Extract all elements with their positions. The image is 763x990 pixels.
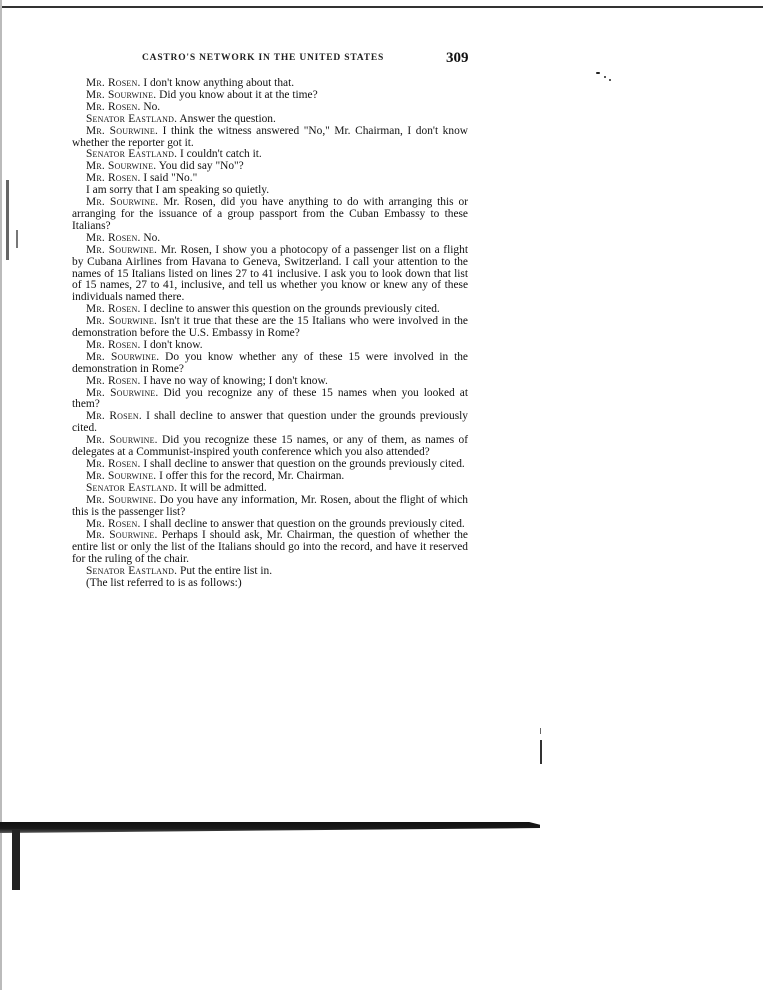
scan-speck (596, 72, 600, 74)
scan-left-edge (0, 0, 2, 990)
speech-text: Did you know about it at the time? (156, 88, 318, 101)
transcript-paragraph (72, 316, 468, 340)
transcript-paragraph (72, 578, 468, 590)
speaker-name: Mr. Rosen. (86, 100, 141, 113)
scan-mark (540, 740, 542, 764)
speech-text: Put the entire list in. (177, 565, 273, 578)
transcript-paragraph (72, 495, 468, 519)
transcript-paragraph (72, 126, 468, 150)
speech-text: I don't know. (140, 338, 203, 351)
speech-text: Mr. Rosen, I show you a photocopy of a passenger list on a flight by Cubana Airlines from Havana to Geneva, Switzerland. I call your attention to the names of 15 Italians listed on lines 27 to 41 inclusive. I ask you to look down that list of 15 names, 27 to 41, inclusive, and tell us whether you know or knew any of these individuals named there. (72, 243, 468, 304)
speech-text: I think the witness answered "No," Mr. Chairman, I don't know whether the reporter got it. (72, 124, 468, 149)
speaker-name: Mr. Sourwine. (86, 88, 157, 101)
speech-text: Answer the question. (177, 112, 276, 125)
speaker-name: Mr. Rosen. (86, 410, 142, 423)
transcript-paragraph (72, 388, 468, 412)
transcript-paragraph (72, 530, 468, 566)
speaker-name: Mr. Rosen. (86, 77, 141, 89)
scan-speck (604, 76, 606, 78)
speech-text: Mr. Rosen, did you have anything to do with arranging this or arranging for the issuance of a group passport from the Cuban Embassy to these Italians? (72, 196, 468, 232)
speech-text: Did you recognize any of these 15 names when you looked at them? (72, 386, 468, 411)
scan-mark (540, 728, 541, 734)
speech-text: I offer this for the record, Mr. Chairman. (156, 469, 345, 482)
speech-text: I shall decline to answer that question under the grounds previously cited. (72, 410, 468, 435)
speech-text: I couldn't catch it. (177, 148, 262, 161)
speaker-name: Senator Eastland. (86, 565, 178, 578)
speech-text: I said "No." (140, 172, 198, 185)
speaker-name: Mr. Rosen. (86, 172, 141, 185)
speaker-name: Mr. Rosen. (86, 303, 141, 316)
speech-text: Do you have any information, Mr. Rosen, about the flight of which this is the passenger list? (72, 493, 468, 518)
transcript-paragraph (72, 411, 468, 435)
page-number: 309 (446, 50, 469, 66)
transcript-paragraph (72, 352, 468, 376)
speaker-name: Mr. Sourwine. (86, 124, 158, 137)
speaker-name: Mr. Rosen. (86, 231, 141, 244)
speaker-name: Senator Eastland. (86, 148, 178, 161)
speech-text: I shall decline to answer that question on the grounds previously cited. (140, 517, 465, 530)
transcript-paragraph (72, 245, 468, 305)
speaker-name: Mr. Sourwine. (86, 196, 159, 209)
speech-text: You did say "No"? (156, 160, 244, 173)
speech-text: (The list referred to is as follows:) (86, 577, 242, 590)
speech-text: I don't know anything about that. (140, 77, 295, 89)
speaker-name: Senator Eastland. (86, 112, 178, 125)
speech-text: I decline to answer this question on the grounds previously cited. (140, 303, 440, 316)
speech-text: Did you recognize these 15 names, or any of them, as names of delegates at a Communist-inspired youth conference which you also attended? (72, 434, 468, 459)
scan-bottom-rule (0, 822, 540, 833)
speaker-name: Mr. Rosen. (86, 517, 141, 530)
speaker-name: Mr. Sourwine. (86, 434, 158, 447)
scan-speck (609, 79, 611, 81)
speaker-name: Mr. Rosen. (86, 458, 141, 470)
transcript-paragraph (72, 435, 468, 459)
speaker-name: Senator Eastland. (86, 481, 178, 494)
speech-text: I am sorry that I am speaking so quietly. (86, 184, 270, 197)
speaker-name: Mr. Sourwine. (86, 469, 157, 482)
scan-bleed-mark (16, 230, 18, 248)
speech-text: Do you know whether any of these 15 were involved in the demonstration in Rome? (72, 350, 468, 375)
scan-top-edge (0, 6, 763, 8)
speaker-name: Mr. Sourwine. (86, 243, 158, 256)
speaker-name: Mr. Rosen. (86, 374, 141, 387)
speaker-name: Mr. Sourwine. (86, 350, 160, 363)
speech-text: No. (140, 231, 161, 244)
speaker-name: Mr. Sourwine. (86, 493, 157, 506)
transcript-paragraph (72, 197, 468, 233)
speaker-name: Mr. Sourwine. (86, 160, 157, 173)
speech-text: No. (140, 100, 161, 113)
hearing-transcript (72, 78, 468, 590)
running-head: CASTRO'S NETWORK IN THE UNITED STATES (142, 53, 385, 63)
speaker-name: Mr. Sourwine. (86, 315, 158, 328)
speech-text: It will be admitted. (177, 481, 267, 494)
scan-bottom-shadow (12, 830, 20, 890)
scan-bleed-mark (6, 180, 9, 260)
speech-text: Perhaps I should ask, Mr. Chairman, the question of whether the entire list or only the list of the Italians should go into the record, and have it reserved for the ruling of the chair. (72, 529, 468, 566)
speech-text: I have no way of knowing; I don't know. (140, 374, 328, 387)
speaker-name: Mr. Rosen. (86, 338, 141, 351)
speaker-name: Mr. Sourwine. (86, 386, 159, 399)
speech-text: Isn't it true that these are the 15 Italians who were involved in the demonstration before the U.S. Embassy in Rome? (72, 315, 468, 340)
speech-text: I shall decline to answer that question on the grounds previously cited. (140, 458, 465, 470)
speaker-name: Mr. Sourwine. (86, 529, 158, 542)
